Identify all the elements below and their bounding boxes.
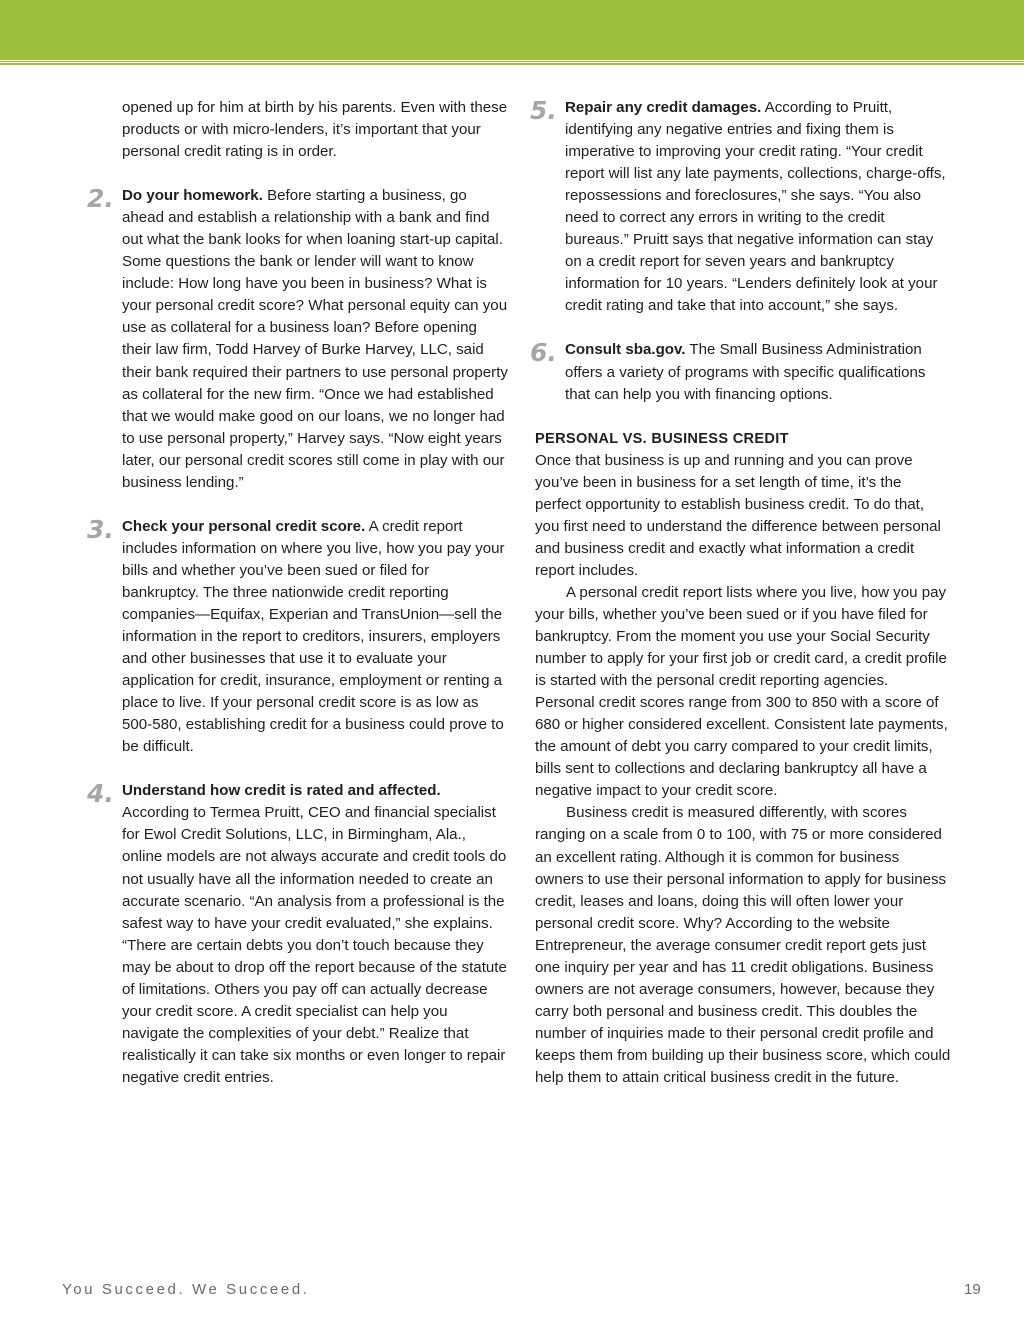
item-paragraph xyxy=(122,185,508,494)
intro-paragraph: opened up for him at birth by his parents. Even with these products or with micro-lenders, it’s important that your personal credit rating is in order. xyxy=(122,99,508,161)
item-body: Before starting a business, go ahead and establish a relationship with a bank and find out what the bank looks for when loaning start-up capital. Some questions the bank or lender will want to know include: How long have you been in business? What is your personal credit score? What personal equity can you use as collateral for a business loan? Before opening their law firm, Todd Harvey of Burke Harvey, LLC, said their bank required their partners to use personal property as collateral for the new firm. “Once we had established that we would make good on our loans, we no longer had to use personal property,” Harvey says. “Now eight years later, our personal credit scores still come in play with our business lending.” xyxy=(122,187,508,491)
list-item-4 xyxy=(87,779,508,1089)
page-number: 19 xyxy=(964,1281,981,1298)
item-paragraph xyxy=(565,339,951,405)
header-rule xyxy=(0,63,1024,65)
body-paragraph: Once that business is up and running and you can prove you’ve been in business for a set length of time, it’s the perfect opportunity to establish business credit. To do that, you first need to understand the difference between personal and business credit and exactly what information a credit report includes. xyxy=(535,451,941,579)
item-body: According to Termea Pruitt, CEO and financial specialist for Ewol Credit Solutions, LLC, in Birmingham, Ala., online models are not always accurate and credit tools do not usually have all the information needed to create an accurate scenario. “An analysis from a professional is the safest way to have your credit evaluated,” she explains. “There are certain debts you don’t touch because they may be about to drop off the report because of the statute of limitations. Others you pay off can actually decrease your credit score. A credit specialist can help you navigate the complexities of your debt.” Realize that realistically it can take six months or even longer to repair negative credit entries. xyxy=(122,804,507,1086)
item-title: Do your homework. xyxy=(122,187,263,205)
item-title: Consult sba.gov. xyxy=(565,341,686,359)
list-item-5 xyxy=(530,96,951,317)
list-item-6 xyxy=(530,338,951,405)
item-number: 4. xyxy=(87,779,114,809)
item-body: The Small Business Administration offers a variety of programs with specific qualifications that can help you with financing options. xyxy=(565,341,926,403)
footer-tagline: You Succeed. We Succeed. xyxy=(62,1281,310,1298)
item-paragraph xyxy=(122,780,508,1089)
body-paragraph: Business credit is measured differently, with scores ranging on a scale from 0 to 100, with 75 or more considered an excellent rating. Although it is common for business owners to use their personal information to apply for business credit, leases and loans, doing this will often lower your personal credit score. Why? According to the website Entrepreneur, the average consumer credit report gets just one inquiry per year and has 11 credit obligations. Business owners are not average consumers, however, because they carry both personal and business credit. This doubles the number of inquiries made to their personal credit profile and keeps them from building up their business score, which could help them to attain critical business credit in the future. xyxy=(535,804,951,1086)
item-body: A credit report includes information on where you live, how you pay your bills and whether you’ve been sued or filed for bankruptcy. The three nationwide credit reporting companies—Equifax, Experian and TransUnion—sell the information in the report to creditors, insurers, employers and other businesses that use it to evaluate your application for credit, insurance, employment or renting a place to live. If your personal credit score is as low as 500-580, establishing credit for a business could prove to be difficult. xyxy=(122,517,505,756)
item-number: 6. xyxy=(530,338,557,368)
header-rule xyxy=(0,61,1024,62)
header-band xyxy=(0,0,1024,60)
left-column xyxy=(87,97,508,1089)
item-number: 2. xyxy=(87,184,114,214)
body-paragraph: A personal credit report lists where you live, how you pay your bills, whether you’ve been sued or if you have filed for bankruptcy. From the moment you use your Social Security number to apply for your first job or credit card, a credit profile is started with the personal credit reporting agencies. Personal credit scores range from 300 to 850 with a score of 680 or higher considered excellent. Consistent late payments, the amount of debt you carry compared to your credit limits, bills sent to collections and declaring bankruptcy all have a negative impact to your credit score. xyxy=(535,583,948,800)
right-column xyxy=(530,96,951,1089)
section-heading: PERSONAL VS. BUSINESS CREDIT xyxy=(535,430,789,447)
item-paragraph xyxy=(565,97,951,317)
item-body: According to Pruitt, identifying any negative entries and fixing them is imperative to improving your credit rating. “Your credit report will list any late payments, collections, charge-offs, repossessions and foreclosures,” she says. “You also need to correct any errors in writing to the credit bureaus.” Pruitt says that negative information can stay on a credit report for seven years and bankruptcy information for 10 years. “Lenders definitely look at your credit rating and take that into account,” she says. xyxy=(565,99,946,315)
item-title: Repair any credit damages. xyxy=(565,99,762,116)
item-paragraph xyxy=(122,516,508,759)
list-item-3 xyxy=(87,514,508,759)
list-item-2 xyxy=(87,184,508,494)
item-number: 5. xyxy=(530,96,557,125)
item-number: 3. xyxy=(87,514,114,544)
item-title: Check your personal credit score. xyxy=(122,517,366,535)
item-title: Understand how credit is rated and affected. xyxy=(122,782,441,800)
